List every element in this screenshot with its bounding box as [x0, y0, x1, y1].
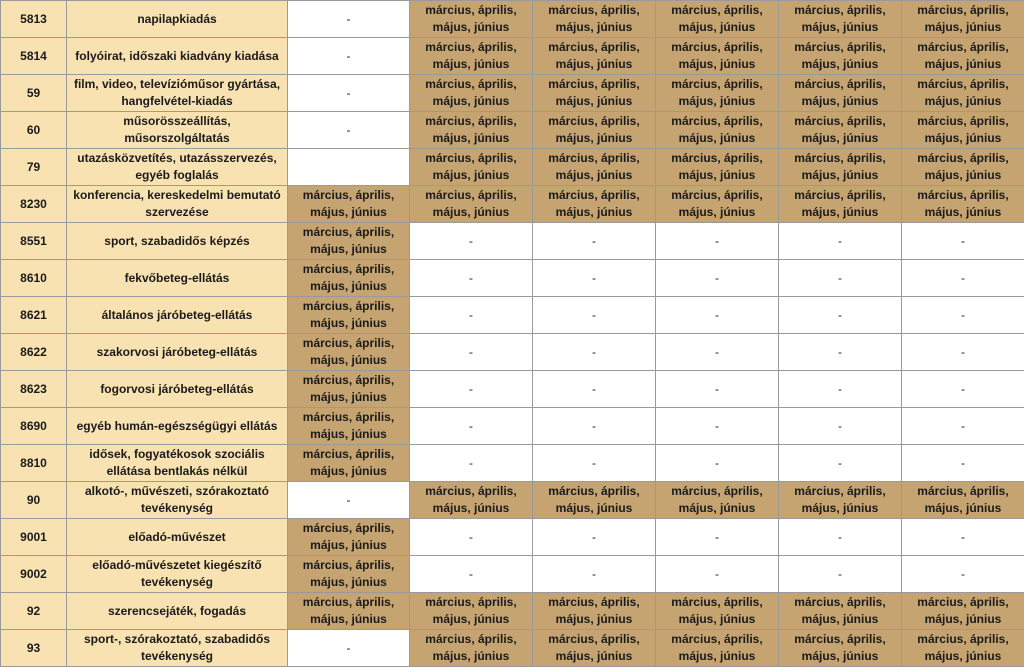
- table-row: [1, 297, 1024, 334]
- dash-cell: -: [902, 445, 1024, 482]
- activity-name-cell: fogorvosi járóbeteg-ellátás: [67, 371, 288, 408]
- months-cell: március, április, május, június: [288, 593, 410, 630]
- dash-cell: -: [410, 519, 533, 556]
- months-cell: március, április, május, június: [902, 75, 1024, 112]
- dash-cell: -: [779, 260, 902, 297]
- dash-cell: -: [779, 519, 902, 556]
- months-cell: március, április, május, június: [779, 75, 902, 112]
- dash-cell: -: [902, 223, 1024, 260]
- dash-cell: -: [656, 408, 779, 445]
- dash-cell: -: [410, 371, 533, 408]
- dash-cell: -: [410, 260, 533, 297]
- months-cell: március, április, május, június: [656, 482, 779, 519]
- dash-cell: -: [533, 556, 656, 593]
- months-cell: március, április, május, június: [533, 112, 656, 149]
- months-cell: március, április, május, június: [902, 1, 1024, 38]
- dash-cell: -: [288, 630, 410, 667]
- months-cell: március, április, május, június: [902, 593, 1024, 630]
- activity-code-cell: 8610: [1, 260, 67, 297]
- dash-cell: -: [533, 334, 656, 371]
- months-cell: március, április, május, június: [533, 482, 656, 519]
- table-row: [1, 371, 1024, 408]
- table-row: [1, 1, 1024, 38]
- dash-cell: -: [656, 519, 779, 556]
- dash-cell: -: [288, 38, 410, 75]
- months-cell: március, április, május, június: [288, 297, 410, 334]
- months-cell: március, április, május, június: [656, 1, 779, 38]
- months-cell: március, április, május, június: [779, 482, 902, 519]
- activity-name-cell: napilapkiadás: [67, 1, 288, 38]
- activity-name-cell: sport-, szórakoztató, szabadidős tevékenység: [67, 630, 288, 667]
- dash-cell: -: [533, 519, 656, 556]
- dash-cell: -: [902, 408, 1024, 445]
- dash-cell: -: [656, 371, 779, 408]
- months-cell: március, április, május, június: [288, 371, 410, 408]
- activity-name-cell: alkotó-, művészeti, szórakoztató tevékenység: [67, 482, 288, 519]
- activity-code-cell: 8230: [1, 186, 67, 223]
- dash-cell: -: [902, 371, 1024, 408]
- months-cell: március, április, május, június: [779, 593, 902, 630]
- months-cell: március, április, május, június: [288, 334, 410, 371]
- dash-cell: -: [410, 223, 533, 260]
- dash-cell: -: [410, 297, 533, 334]
- dash-cell: -: [533, 408, 656, 445]
- activity-code-cell: 8551: [1, 223, 67, 260]
- activity-name-cell: szerencsejáték, fogadás: [67, 593, 288, 630]
- months-cell: március, április, május, június: [288, 519, 410, 556]
- months-cell: március, április, május, június: [410, 630, 533, 667]
- table-row: [1, 519, 1024, 556]
- dash-cell: -: [902, 334, 1024, 371]
- table-row: [1, 112, 1024, 149]
- activity-code-cell: 8810: [1, 445, 67, 482]
- months-cell: március, április, május, június: [902, 482, 1024, 519]
- dash-cell: -: [902, 556, 1024, 593]
- dash-cell: -: [288, 482, 410, 519]
- dash-cell: -: [288, 112, 410, 149]
- dash-cell: -: [533, 223, 656, 260]
- activity-name-cell: folyóirat, időszaki kiadvány kiadása: [67, 38, 288, 75]
- months-cell: március, április, május, június: [533, 75, 656, 112]
- months-cell: március, április, május, június: [533, 186, 656, 223]
- dash-cell: -: [656, 556, 779, 593]
- table-row: [1, 408, 1024, 445]
- months-cell: március, április, május, június: [779, 1, 902, 38]
- dash-cell: -: [779, 408, 902, 445]
- dash-cell: -: [288, 1, 410, 38]
- activity-code-cell: 9002: [1, 556, 67, 593]
- months-cell: március, április, május, június: [779, 38, 902, 75]
- dash-cell: -: [902, 260, 1024, 297]
- months-cell: március, április, május, június: [410, 75, 533, 112]
- blank-cell: [288, 149, 410, 186]
- months-cell: március, április, május, június: [288, 223, 410, 260]
- dash-cell: -: [533, 260, 656, 297]
- activity-code-cell: 59: [1, 75, 67, 112]
- activity-code-cell: 9001: [1, 519, 67, 556]
- activity-name-cell: általános járóbeteg-ellátás: [67, 297, 288, 334]
- table-row: [1, 149, 1024, 186]
- months-cell: március, április, május, június: [288, 186, 410, 223]
- activity-name-cell: sport, szabadidős képzés: [67, 223, 288, 260]
- table-row: [1, 186, 1024, 223]
- months-cell: március, április, május, június: [779, 112, 902, 149]
- months-cell: március, április, május, június: [288, 445, 410, 482]
- months-cell: március, április, május, június: [656, 75, 779, 112]
- months-cell: március, április, május, június: [656, 186, 779, 223]
- dash-cell: -: [533, 445, 656, 482]
- dash-cell: -: [410, 556, 533, 593]
- table-row: [1, 593, 1024, 630]
- dash-cell: -: [656, 223, 779, 260]
- months-cell: március, április, május, június: [779, 149, 902, 186]
- activity-name-cell: konferencia, kereskedelmi bemutató szervezése: [67, 186, 288, 223]
- table-row: [1, 38, 1024, 75]
- months-cell: március, április, május, június: [533, 149, 656, 186]
- table-row: [1, 260, 1024, 297]
- activity-code-cell: 8690: [1, 408, 67, 445]
- dash-cell: -: [656, 297, 779, 334]
- months-cell: március, április, május, június: [410, 1, 533, 38]
- activity-name-cell: idősek, fogyatékosok szociális ellátása bentlakás nélkül: [67, 445, 288, 482]
- activity-name-cell: film, video, televízióműsor gyártása, hangfelvétel-kiadás: [67, 75, 288, 112]
- months-cell: március, április, május, június: [533, 1, 656, 38]
- dash-cell: -: [410, 445, 533, 482]
- activity-code-cell: 5813: [1, 1, 67, 38]
- months-cell: március, április, május, június: [779, 186, 902, 223]
- activity-code-cell: 92: [1, 593, 67, 630]
- activity-name-cell: egyéb humán-egészségügyi ellátás: [67, 408, 288, 445]
- activity-code-cell: 90: [1, 482, 67, 519]
- months-cell: március, április, május, június: [288, 260, 410, 297]
- months-cell: március, április, május, június: [410, 186, 533, 223]
- activity-code-cell: 8623: [1, 371, 67, 408]
- dash-cell: -: [779, 445, 902, 482]
- activity-code-cell: 8621: [1, 297, 67, 334]
- dash-cell: -: [779, 297, 902, 334]
- dash-cell: -: [656, 334, 779, 371]
- activity-name-cell: szakorvosi járóbeteg-ellátás: [67, 334, 288, 371]
- months-cell: március, április, május, június: [533, 630, 656, 667]
- dash-cell: -: [902, 297, 1024, 334]
- months-cell: március, április, május, június: [533, 593, 656, 630]
- dash-cell: -: [410, 334, 533, 371]
- table-row: [1, 223, 1024, 260]
- activity-name-cell: utazásközvetítés, utazásszervezés, egyéb foglalás: [67, 149, 288, 186]
- dash-cell: -: [779, 556, 902, 593]
- months-cell: március, április, május, június: [410, 593, 533, 630]
- activity-name-cell: fekvőbeteg-ellátás: [67, 260, 288, 297]
- months-cell: március, április, május, június: [779, 630, 902, 667]
- months-cell: március, április, május, június: [410, 38, 533, 75]
- table-row: [1, 334, 1024, 371]
- dash-cell: -: [902, 519, 1024, 556]
- months-cell: március, április, május, június: [533, 38, 656, 75]
- dash-cell: -: [410, 408, 533, 445]
- months-cell: március, április, május, június: [656, 593, 779, 630]
- table-body: [1, 1, 1024, 667]
- months-cell: március, április, május, június: [902, 149, 1024, 186]
- dash-cell: -: [779, 223, 902, 260]
- dash-cell: -: [656, 260, 779, 297]
- months-cell: március, április, május, június: [656, 149, 779, 186]
- dash-cell: -: [779, 334, 902, 371]
- months-cell: március, április, május, június: [902, 112, 1024, 149]
- months-cell: március, április, május, június: [902, 186, 1024, 223]
- activity-code-cell: 8622: [1, 334, 67, 371]
- table-row: [1, 556, 1024, 593]
- dash-cell: -: [779, 371, 902, 408]
- activity-name-cell: műsorösszeállítás, műsorszolgáltatás: [67, 112, 288, 149]
- months-cell: március, április, május, június: [656, 38, 779, 75]
- activity-code-cell: 60: [1, 112, 67, 149]
- activity-code-cell: 93: [1, 630, 67, 667]
- table-row: [1, 445, 1024, 482]
- months-cell: március, április, május, június: [902, 630, 1024, 667]
- months-cell: március, április, május, június: [410, 149, 533, 186]
- months-cell: március, április, május, június: [656, 112, 779, 149]
- activity-code-cell: 79: [1, 149, 67, 186]
- months-cell: március, április, május, június: [288, 556, 410, 593]
- table-row: [1, 482, 1024, 519]
- table-row: [1, 630, 1024, 667]
- dash-cell: -: [288, 75, 410, 112]
- months-cell: március, április, május, június: [288, 408, 410, 445]
- months-cell: március, április, május, június: [656, 630, 779, 667]
- months-cell: március, április, május, június: [410, 112, 533, 149]
- activity-code-cell: 5814: [1, 38, 67, 75]
- activity-name-cell: előadó-művészet: [67, 519, 288, 556]
- dash-cell: -: [656, 445, 779, 482]
- activity-name-cell: előadó-művészetet kiegészítő tevékenység: [67, 556, 288, 593]
- dash-cell: -: [533, 371, 656, 408]
- months-cell: március, április, május, június: [410, 482, 533, 519]
- months-cell: március, április, május, június: [902, 38, 1024, 75]
- table-row: [1, 75, 1024, 112]
- dash-cell: -: [533, 297, 656, 334]
